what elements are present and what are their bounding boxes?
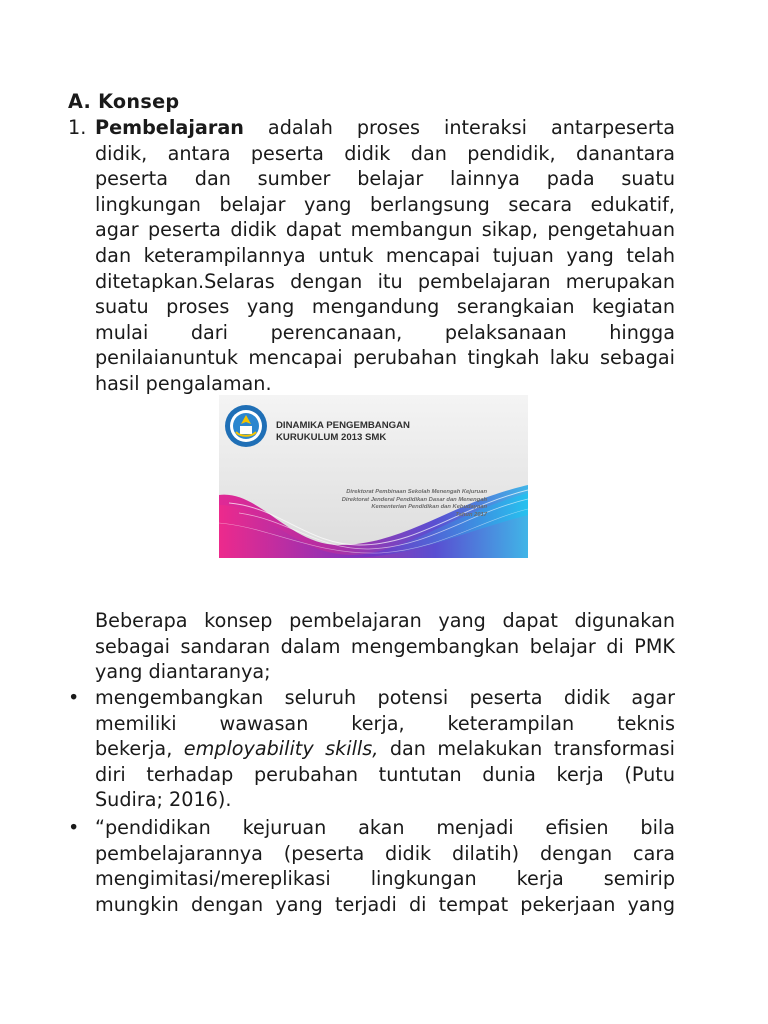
bullet-icon: • xyxy=(68,816,80,839)
paragraph-line: ditetapkan.Selaras dengan itu pembelajaran merupakan xyxy=(95,269,675,293)
curriculum-cover-image xyxy=(219,395,528,558)
paragraph-line: sebagai sandaran dalam mengembangkan belajar di PMK xyxy=(95,634,675,658)
paragraph-line: Beberapa konsep pembelajaran yang dapat digunakan xyxy=(95,609,675,632)
bullet-item: “pendidikan kejuruan akan menjadi efisien bila pembelajarannya (peserta didik dilatih) dengan cara mengimitasi/mereplikasi lingkungan kerja semirip mungkin dengan yang terjadi di tempat pekerjaan yang xyxy=(95,816,675,916)
definition-paragraph xyxy=(95,115,675,397)
paragraph-line: mulai dari perencanaan, pelaksanaan hingga xyxy=(95,320,675,344)
paragraph-line: penilaianuntuk mencapai perubahan tingkah laku sebagai xyxy=(95,346,675,370)
paragraph-line: agar peserta didik dapat membangun sikap, pengetahuan xyxy=(95,218,675,242)
item-number: 1. xyxy=(68,116,87,139)
paragraph-line: yang diantaranya; xyxy=(95,660,271,684)
paragraph-line: dan keterampilannya untuk mencapai tujuan yang telah xyxy=(95,243,675,267)
term-pembelajaran: Pembelajaran xyxy=(95,116,244,139)
paragraph-line: lingkungan belajar yang berlangsung secara edukatif, xyxy=(95,192,675,216)
concepts-intro-paragraph xyxy=(95,608,675,685)
bullet-item: mengembangkan seluruh potensi peserta didik agar memiliki wawasan kerja, keterampilan teknis bekerja, employability skills, dan melakukan transformasi diri terhadap perubahan tuntutan dunia kerja (Putu Sudira; 2016). xyxy=(95,686,675,812)
tut-wuri-handayani-logo xyxy=(224,404,268,448)
paragraph-line: didik, antara peserta didik dan pendidik, danantara xyxy=(95,141,675,165)
paragraph-line: Pembelajaran adalah proses interaksi antarpeserta xyxy=(95,116,675,139)
section-heading: A. Konsep xyxy=(68,90,180,113)
paragraph-line: peserta dan sumber belajar lainnya pada suatu xyxy=(95,167,675,191)
paragraph-line: hasil pengalaman. xyxy=(95,371,272,395)
cover-subtitle: Direktorat Pembinaan Sekolah Menengah Kejuruan Direktorat Jenderal Pendidikan Dasar dan Menengah Kementerian Pendidikan dan Kebudayaan Tahun 2017 xyxy=(341,489,487,518)
bullet-icon: • xyxy=(68,686,80,709)
paragraph-line: suatu proses yang mengandung serangkaian kegiatan xyxy=(95,295,675,319)
emphasis-employability-skills: employability skills, xyxy=(183,737,379,761)
cover-title: DINAMIKA PENGEMBANGAN KURUKULUM 2013 SMK xyxy=(276,420,410,443)
